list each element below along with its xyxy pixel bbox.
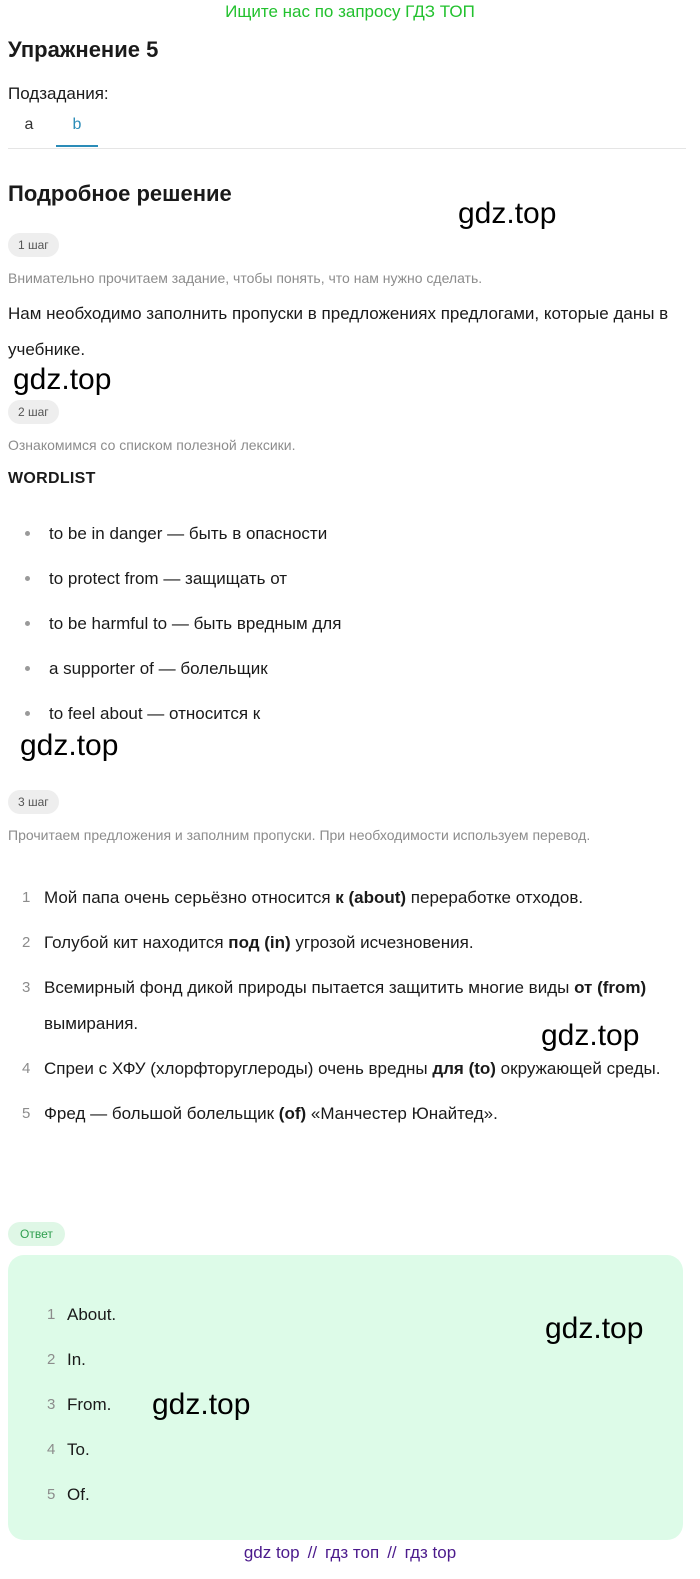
list-item <box>42 1383 116 1428</box>
step-2-hint: Ознакомимся со списком полезной лексики. <box>8 437 296 453</box>
list-item <box>8 512 688 557</box>
sentence-answer: к (about) <box>335 888 407 907</box>
list-item <box>42 1293 116 1338</box>
sentence-text: Всемирный фонд дикой природы пытается защитить многие виды <box>44 978 575 997</box>
watermark: gdz.top <box>152 1388 251 1421</box>
wordlist <box>8 512 688 737</box>
watermark: gdz.top <box>13 363 112 396</box>
watermark: gdz.top <box>545 1312 644 1345</box>
answer-text: To. <box>67 1440 90 1459</box>
sentence-answer: (of) <box>278 1104 307 1123</box>
list-item <box>8 880 668 916</box>
answer-list <box>42 1293 116 1518</box>
sentence-text: переработке отходов. <box>406 888 584 907</box>
step-3-badge: 3 шаг <box>8 790 59 814</box>
bullet-icon <box>25 531 30 536</box>
list-item <box>8 1051 668 1087</box>
word-entry: a supporter of — болельщик <box>49 659 268 678</box>
sentence-text: окружающей среды. <box>495 1059 661 1078</box>
list-item <box>8 602 688 647</box>
item-number: 4 <box>47 1441 56 1458</box>
wordlist-title: WORDLIST <box>8 470 96 487</box>
list-item <box>8 1096 668 1132</box>
sentence-text: Спреи с ХФУ (хлорфторуглероды) очень вредны <box>44 1059 433 1078</box>
list-item <box>42 1338 116 1383</box>
word-entry: to protect from — защищать от <box>49 569 288 588</box>
item-number: 5 <box>22 1105 31 1122</box>
answer-badge: Ответ <box>8 1222 65 1246</box>
footer-separator: // <box>387 1543 397 1562</box>
list-item <box>8 925 668 961</box>
sentence-text: Фред — большой болельщик <box>44 1104 279 1123</box>
answer-text: From. <box>67 1395 112 1414</box>
bullet-icon <box>25 576 30 581</box>
footer-separator: // <box>307 1543 318 1562</box>
section-title: Подробное решение <box>8 181 232 206</box>
sentence-text: Голубой кит находится <box>44 933 229 952</box>
list-item <box>42 1473 116 1518</box>
item-number: 5 <box>47 1486 56 1503</box>
sentence-text: Мой папа очень серьёзно относится <box>44 888 336 907</box>
list-item <box>8 647 688 692</box>
sentence-answer: для (to) <box>432 1059 496 1078</box>
answer-text: Of. <box>67 1485 90 1504</box>
bullet-icon <box>25 666 30 671</box>
word-entry: to feel about — относится к <box>49 704 261 723</box>
step-1-hint: Внимательно прочитаем задание, чтобы понять, что нам нужно сделать. <box>8 270 483 286</box>
item-number: 3 <box>47 1396 56 1413</box>
bullet-icon <box>25 711 30 716</box>
top-banner: Ищите нас по запросу ГДЗ ТОП <box>225 2 475 21</box>
page-title: Упражнение 5 <box>8 37 159 62</box>
watermark: gdz.top <box>541 1019 640 1052</box>
item-number: 1 <box>22 889 31 906</box>
item-number: 3 <box>22 979 31 996</box>
list-item <box>8 557 688 602</box>
footer-links <box>0 1541 700 1565</box>
step-3-hint: Прочитаем предложения и заполним пропуски. При необходимости используем перевод. <box>8 827 591 843</box>
tab-a[interactable]: a <box>24 116 34 133</box>
step-1-badge: 1 шаг <box>8 233 59 257</box>
footer-link[interactable]: гдз top <box>404 1543 457 1562</box>
sentence-text: угрозой исчезновения. <box>290 933 474 952</box>
item-number: 4 <box>22 1060 31 1077</box>
subtask-tabs <box>8 112 686 149</box>
step-2-badge: 2 шаг <box>8 400 59 424</box>
sentences-list <box>8 880 668 1141</box>
item-number: 2 <box>22 934 31 951</box>
item-number: 1 <box>47 1306 56 1323</box>
word-entry: to be in danger — быть в опасности <box>49 524 328 543</box>
sentence-text: вымирания. <box>44 1014 139 1033</box>
answer-box <box>8 1255 683 1540</box>
answer-text: About. <box>67 1305 117 1324</box>
word-entry: to be harmful to — быть вредным для <box>49 614 342 633</box>
footer-link[interactable]: gdz top <box>243 1543 300 1562</box>
sentence-answer: под (in) <box>228 933 291 952</box>
subtasks-label: Подзадания: <box>8 84 109 103</box>
tab-b[interactable]: b <box>56 112 98 147</box>
bullet-icon <box>25 621 30 626</box>
watermark: gdz.top <box>458 197 557 230</box>
answer-text: In. <box>67 1350 86 1369</box>
step-1-text: Нам необходимо заполнить пропуски в предложениях предлогами, которые даны в учебнике. <box>8 304 669 359</box>
item-number: 2 <box>47 1351 56 1368</box>
sentence-answer: от (from) <box>574 978 647 997</box>
watermark: gdz.top <box>20 729 119 762</box>
list-item <box>42 1428 116 1473</box>
footer-link[interactable]: гдз топ <box>325 1543 380 1562</box>
sentence-text: «Манчестер Юнайтед». <box>306 1104 498 1123</box>
